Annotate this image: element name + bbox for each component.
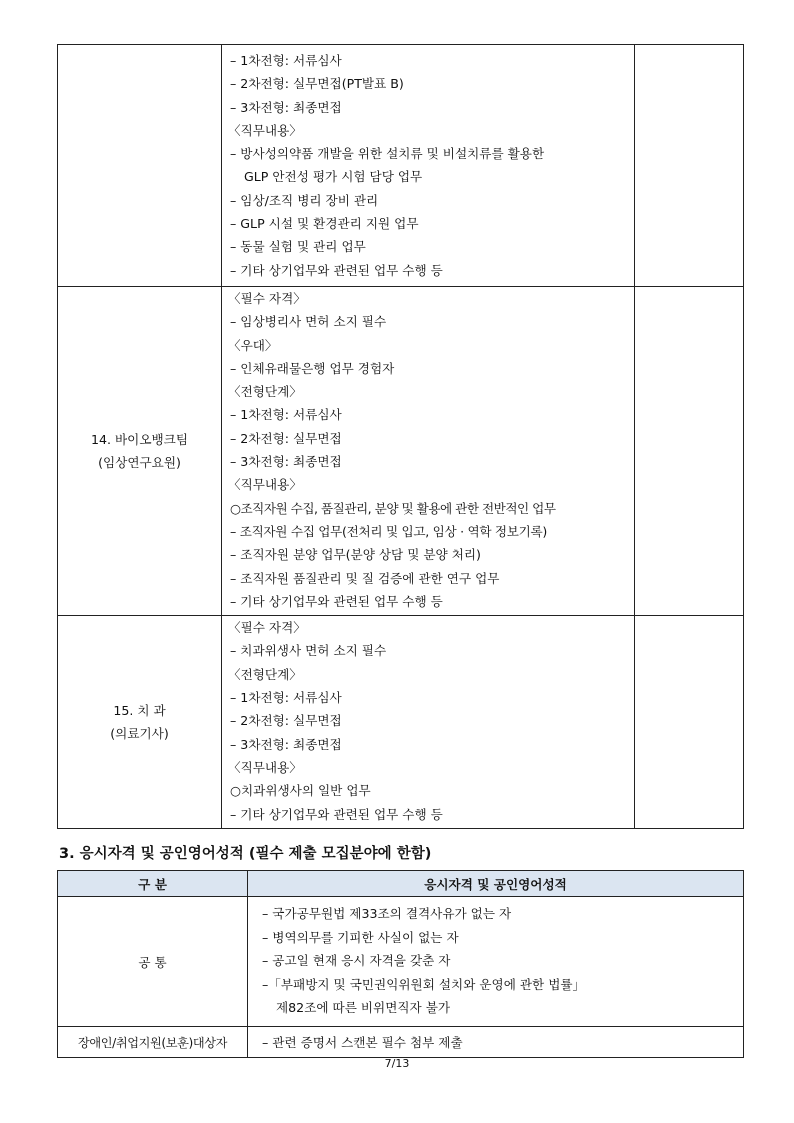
- field-name-cell-empty: [58, 45, 222, 287]
- note-cell: [635, 287, 744, 616]
- header-eligibility: 응시자격 및 공인영어성적: [248, 871, 744, 897]
- section-label: 〈우대〉: [228, 337, 278, 353]
- text-line: – 임상병리사 면허 소지 필수: [230, 314, 387, 330]
- text-line: GLP 안전성 평가 시험 담당 업무: [244, 169, 423, 185]
- text-line: – 3차전형: 최종면접: [230, 454, 342, 470]
- text-line: – 관련 증명서 스캔본 필수 첨부 제출: [262, 1034, 463, 1050]
- field-name: 14. 바이오뱅크팀: [90, 432, 189, 448]
- field-name-cell: [58, 616, 222, 829]
- field-subname: (임상연구요원): [98, 455, 181, 471]
- text-line: – 기타 상기업무와 관련된 업무 수행 등: [230, 593, 443, 609]
- text-line: – 조직자원 품질관리 및 질 검증에 관한 연구 업무: [230, 570, 500, 586]
- note-cell: [635, 45, 744, 287]
- text-line: – 2차전형: 실무면접(PT발표 B): [230, 76, 404, 92]
- requirements-cell: [222, 616, 635, 829]
- section-label: 〈직무내용〉: [228, 477, 302, 493]
- field-name-cell: [58, 287, 222, 616]
- text-line: – 3차전형: 최종면접: [230, 736, 342, 752]
- text-line: ○치과위생사의 일반 업무: [230, 783, 371, 799]
- text-line: – 방사성의약품 개발을 위한 설치류 및 비설치류를 활용한: [230, 146, 545, 162]
- section-label: 〈직무내용〉: [228, 759, 302, 775]
- text-line: –「부패방지 및 국민권익위원회 설치와 운영에 관한 법률」: [262, 976, 586, 992]
- section-heading: 3. 응시자격 및 공인영어성적 (필수 제출 모집분야에 한함): [59, 846, 432, 862]
- text-line: – 기타 상기업무와 관련된 업무 수행 등: [230, 262, 443, 278]
- text-line: – 1차전형: 서류심사: [230, 407, 342, 423]
- category-label: 공 통: [58, 897, 248, 1027]
- field-subname: (의료기사): [110, 725, 169, 741]
- text-line: – 3차전형: 최종면접: [230, 99, 342, 115]
- table-row-common: [58, 897, 744, 1027]
- table-row-disabled: [58, 1027, 744, 1058]
- page-number: 7/13: [384, 1057, 410, 1070]
- text-line: ○조직자원 수집, 품질관리, 분양 및 활용에 관한 전반적인 업무: [230, 500, 556, 516]
- table-row-continued: [58, 45, 744, 287]
- requirements-cell: [222, 45, 635, 287]
- text-line: – 치과위생사 면허 소지 필수: [230, 643, 387, 659]
- section-label: 〈전형단계〉: [228, 384, 302, 400]
- recruit-table: [57, 44, 744, 829]
- table-row-biobank: [58, 287, 744, 616]
- text-line: – 조직자원 수집 업무(전처리 및 입고, 임상 · 역학 정보기록): [230, 523, 548, 539]
- category-label: 장애인/취업지원(보훈)대상자: [58, 1027, 248, 1058]
- section-label: 〈필수 자격〉: [228, 620, 306, 636]
- text-line: – 임상/조직 병리 장비 관리: [230, 192, 379, 208]
- text-line: – 1차전형: 서류심사: [230, 53, 342, 68]
- text-line: – 기타 상기업무와 관련된 업무 수행 등: [230, 806, 443, 822]
- note-cell: [635, 616, 744, 829]
- text-line: – 인체유래물은행 업무 경험자: [230, 360, 395, 376]
- text-line: – GLP 시설 및 환경관리 지원 업무: [230, 216, 419, 232]
- section-label: 〈필수 자격〉: [228, 291, 306, 306]
- eligibility-table: [57, 870, 744, 1058]
- table-header-row: [58, 871, 744, 897]
- text-line: – 2차전형: 실무면접: [230, 430, 342, 446]
- text-line: – 동물 실험 및 관리 업무: [230, 239, 366, 255]
- text-line: – 병역의무를 기피한 사실이 없는 자: [262, 929, 459, 945]
- text-line: 제82조에 따른 비위면직자 불가: [276, 1000, 451, 1015]
- eligibility-cell: [248, 897, 744, 1027]
- field-name: 15. 치 과: [113, 702, 166, 718]
- requirements-cell: [222, 287, 635, 616]
- text-line: – 공고일 현재 응시 자격을 갖춘 자: [262, 953, 451, 968]
- table-row-dental: [58, 616, 744, 829]
- text-line: – 1차전형: 서류심사: [230, 690, 342, 706]
- text-line: – 조직자원 분양 업무(분양 상담 및 분양 처리): [230, 547, 481, 563]
- text-line: – 2차전형: 실무면접: [230, 713, 342, 729]
- eligibility-cell: [248, 1027, 744, 1058]
- text-line: – 국가공무원법 제33조의 결격사유가 없는 자: [262, 906, 512, 921]
- section-label: 〈전형단계〉: [228, 666, 302, 682]
- section-label: 〈직무내용〉: [228, 122, 302, 138]
- header-category: 구 분: [58, 871, 248, 897]
